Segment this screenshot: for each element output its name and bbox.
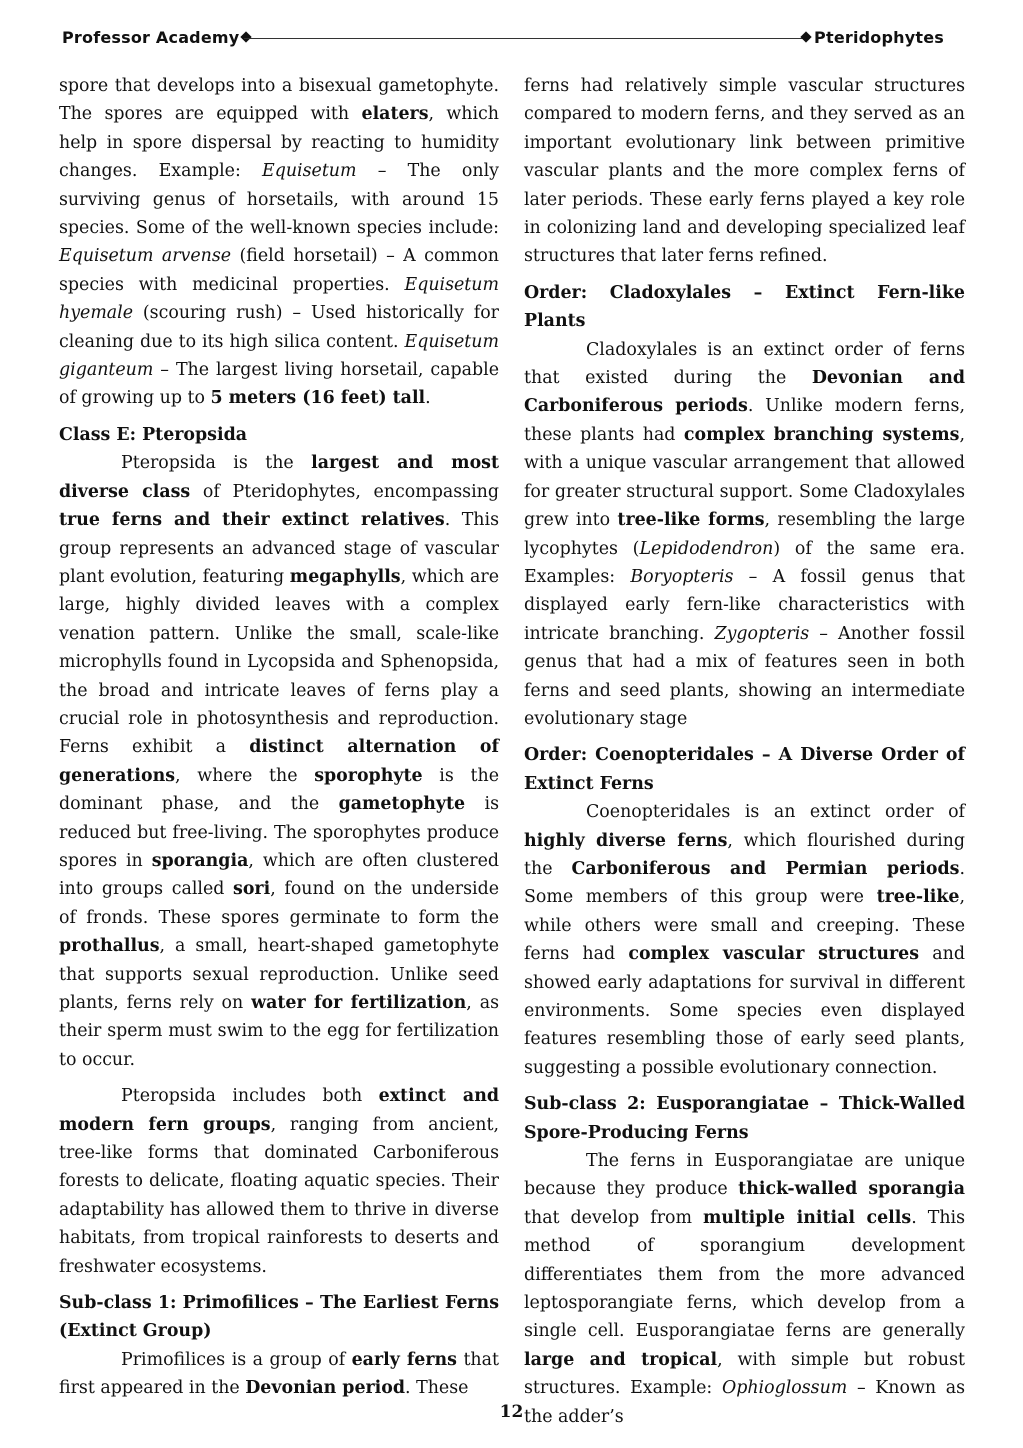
text: that develop from (524, 1207, 703, 1228)
text: . (425, 388, 431, 409)
text: , found on the underside of fronds. These spores germinate to form the (59, 879, 500, 928)
header-diamond-right (800, 31, 811, 42)
genus-name: Ophioglossum (721, 1378, 848, 1399)
bold-term: large and tropical (524, 1349, 718, 1370)
text: . These (405, 1378, 469, 1399)
text: – The largest living horsetail, capable of growing up to (59, 360, 499, 409)
species-name: Equisetum arvense (59, 246, 232, 267)
text: , with simple but robust structures. Example: (524, 1349, 966, 1399)
bold-term: prothallus (59, 936, 160, 957)
bold-term: complex branching systems (683, 424, 960, 445)
text: . Some members of this group were (524, 858, 965, 908)
text: is the dominant phase, and the (59, 765, 499, 815)
text: , which are often clustered into groups called (59, 850, 499, 900)
bold-term: Carboniferous and Permian periods (571, 858, 960, 879)
genus-name: Boryopteris (630, 566, 734, 587)
bold-term: highly diverse ferns (524, 830, 728, 851)
paragraph-pteropsida-groups (59, 1082, 499, 1281)
paragraph-primofilices-cont: ferns had relatively simple vascular structures compared to modern ferns, and they served as an important evolutionary link between primitive vascular plants and the more complex ferns of later periods. These early ferns played a key role in colonizing land and developing specialized leaf structures that later ferns refined. (524, 76, 965, 267)
bold-term: multiple initial cells (702, 1207, 912, 1228)
text: , resembling the large lycophytes ( (524, 510, 965, 559)
text: , which are large, highly divided leaves with a complex venation pattern. Unlike the small, scale-like microphylls found in Lycopsida and Sphenopsida, the broad and intricate leaves of ferns play a crucial role in photosynthesis and reproduction. Ferns exhibit a (59, 566, 499, 758)
bold-term: sporangia (151, 850, 249, 871)
text: that first appeared in the (59, 1349, 499, 1399)
bold-term: sori (233, 879, 271, 900)
paragraph-pteropsida (59, 449, 499, 1074)
paragraph-primofilices (59, 1346, 499, 1403)
text: Cladoxylales is an extinct order of ferns that existed during the (524, 339, 965, 389)
bold-term: water for fertilization (251, 993, 467, 1013)
text: Pteropsida is the (121, 453, 312, 474)
bold-term: megaphylls (289, 566, 401, 587)
paragraph-eusporangiatae (524, 1147, 965, 1431)
bold-term: largest and most diverse class (59, 453, 500, 502)
heading-class-pteropsida: Class E: Pteropsida (59, 424, 248, 445)
text: (scouring rush) – Used historically for cleaning due to its high silica content. (59, 303, 499, 352)
text: – Another fossil genus that had a mix of features seen in both ferns and seed plants, showing an intermediate evolutionary stage (524, 623, 965, 729)
right-column (524, 72, 965, 1439)
text: , as their sperm must swim to the egg for fertilization to occur. (59, 993, 499, 1070)
paragraph-cladoxylales (524, 336, 965, 734)
bold-term: tree-like (876, 887, 960, 908)
text: (field horsetail) – A common species with medicinal properties. (59, 246, 499, 295)
genus-name: Lepidodendron (639, 538, 774, 559)
bold-term: tree-like forms (617, 510, 765, 531)
text: Pteropsida includes both (121, 1086, 379, 1107)
text: of Pteridophytes, encompassing (190, 481, 499, 502)
text: – Known as the adder’s (524, 1378, 965, 1427)
text: – The only surviving genus of horsetails, with around 15 species. Some of the well-known species include: (59, 161, 499, 239)
text: ) of the same era. Examples: (524, 538, 965, 587)
text: , ranging from ancient, tree-like forms that dominated Carboniferous forests to delicate, floating aquatic species. Their adaptability has allowed them to thrive in diverse habitats, from tropical rainforests to deserts and freshwater ecosystems. (59, 1114, 499, 1277)
text: , which help in spore dispersal by reacting to humidity changes. Example: (59, 104, 499, 182)
header-rule (244, 38, 806, 39)
text: , with a unique vascular arrangement that allowed for greater structural support. Some Cladoxylales grew into (524, 424, 965, 531)
text: and showed early adaptations for survival in different environments. Some species even displayed features resembling those of early seed plants, suggesting a possible evolutionary connection. (524, 944, 965, 1078)
bold-term: gametophyte (338, 794, 466, 815)
text: is reduced but free-living. The sporophytes produce spores in (59, 794, 499, 871)
bold-term: 5 meters (16 feet) tall (210, 388, 426, 409)
text: , while others were small and creeping. These ferns had (524, 887, 965, 965)
header-chapter-title: Pteridophytes (814, 28, 944, 47)
bold-term: complex vascular structures (628, 944, 920, 965)
bold-term: true ferns and their extinct relatives (59, 510, 445, 531)
bold-term: elaters (361, 104, 429, 125)
bold-term: Devonian period (245, 1378, 406, 1399)
paragraph-equisetum (59, 72, 499, 413)
text: . Unlike modern ferns, these plants had (524, 396, 966, 445)
page-header (62, 26, 944, 52)
text: The ferns in Eusporangiatae are unique because they produce (524, 1151, 965, 1200)
text: – A fossil genus that displayed early fern-like characteristics with intricate branching. (524, 566, 965, 644)
text: . This group represents an advanced stage of vascular plant evolution, featuring (59, 510, 499, 587)
bold-term: extinct and modern fern groups (59, 1086, 500, 1135)
text: spore that develops into a bisexual gametophyte. The spores are equipped with (59, 76, 499, 125)
text: , a small, heart-shaped gametophyte that supports sexual reproduction. Unlike seed plants, ferns rely on (59, 936, 499, 1013)
left-column (59, 72, 499, 1411)
heading-coenopteridales: Order: Coenopteridales – A Diverse Order of Extinct Ferns (524, 745, 965, 794)
text: Coenopteridales is an extinct order of (586, 802, 965, 823)
species-name: Equisetum giganteum (59, 331, 499, 381)
text: , which flourished during the (524, 830, 965, 879)
page-number: 12 (499, 1402, 524, 1422)
bold-term: early ferns (351, 1349, 457, 1370)
heading-cladoxylales: Order: Cladoxylales – Extinct Fern-like Plants (524, 282, 965, 332)
text: . This method of sporangium development differentiates them from the more advanced leptosporangiate ferns, which develop from a single cell. Eusporangiatae ferns are generally (524, 1207, 966, 1342)
bold-term: thick-walled sporangia (738, 1179, 965, 1200)
paragraph-coenopteridales (524, 798, 965, 1082)
bold-term: sporophyte (314, 765, 423, 786)
heading-eusporangiatae: Sub-class 2: Eusporangiatae – Thick-Walled Spore-Producing Ferns (524, 1094, 965, 1143)
species-name: Equisetum (262, 161, 357, 182)
species-name: Equisetum hyemale (59, 274, 499, 324)
header-diamond-left (240, 31, 251, 42)
genus-name: Zygopteris (714, 623, 810, 644)
bold-term: distinct alternation of generations (59, 737, 499, 786)
header-publisher: Professor Academy (62, 28, 240, 47)
heading-primofilices: Sub-class 1: Primofilices – The Earliest Ferns (Extinct Group) (59, 1293, 499, 1342)
text: , where the (175, 765, 315, 786)
text: Primofilices is a group of (121, 1349, 352, 1370)
bold-term: Devonian and Carboniferous periods (524, 368, 966, 417)
